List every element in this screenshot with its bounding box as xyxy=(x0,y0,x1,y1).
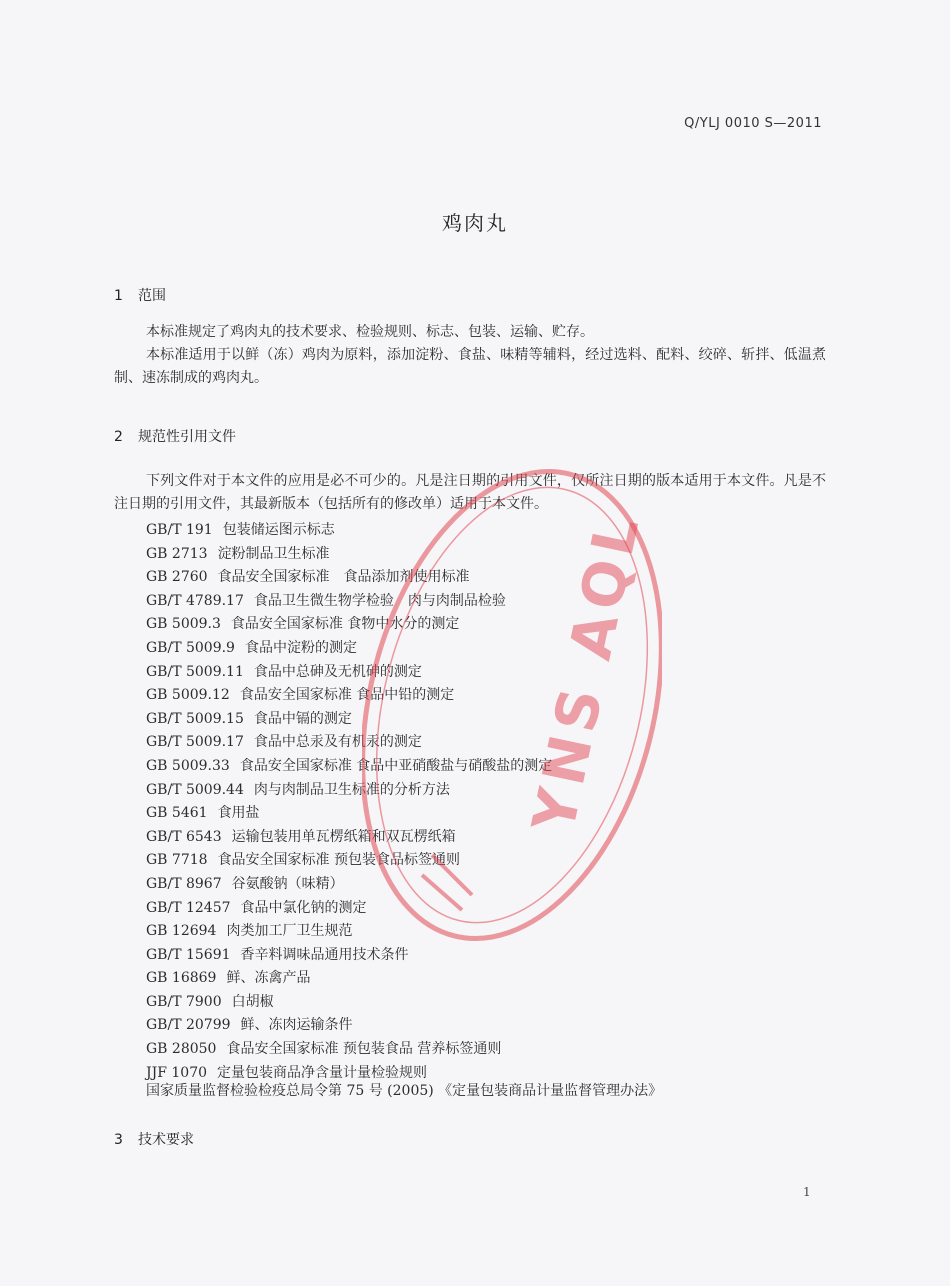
reference-name: 食品中镉的测定 xyxy=(253,710,352,727)
reference-code: GB 5009.3 xyxy=(146,616,221,633)
references-intro-paragraph: 下列文件对于本文件的应用是必不可少的。凡是注日期的引用文件，仅所注日期的版本适用于本文件。凡是不注日期的引用文件，其最新版本（包括所有的修改单）适用于本文件。 xyxy=(114,473,826,512)
reference-item xyxy=(146,826,552,850)
reference-code: GB/T 12457 xyxy=(146,899,231,916)
reference-item xyxy=(146,1038,552,1062)
section-number: 2 xyxy=(114,429,123,445)
reference-code: GB/T 15691 xyxy=(146,946,231,963)
reference-name: 食品安全国家标准 预包装食品标签通则 xyxy=(217,852,461,869)
reference-item xyxy=(146,897,552,921)
reference-name: 食品中淀粉的测定 xyxy=(244,639,357,656)
reference-item xyxy=(146,543,552,567)
document-code: Q/YLJ 0010 S—2011 xyxy=(684,116,822,131)
reference-code: GB/T 7900 xyxy=(146,993,222,1010)
reference-name: 谷氨酸钠（味精） xyxy=(231,875,344,892)
reference-item xyxy=(146,991,552,1015)
reference-item xyxy=(146,731,552,755)
section-number: 3 xyxy=(114,1132,123,1148)
reference-name: 食品安全国家标准 食品中铅的测定 xyxy=(239,687,455,704)
stamp-text: YNS AQL xyxy=(519,505,654,838)
reference-item xyxy=(146,920,552,944)
document-title: 鸡肉丸 xyxy=(442,211,508,235)
reference-item xyxy=(146,613,552,637)
section-1-heading xyxy=(114,285,166,305)
reference-item xyxy=(146,849,552,873)
reference-item xyxy=(146,590,552,614)
reference-item xyxy=(146,637,552,661)
reference-item xyxy=(146,661,552,685)
reference-name: 淀粉制品卫生标准 xyxy=(217,545,330,562)
reference-name: 鲜、冻肉运输条件 xyxy=(240,1017,353,1034)
reference-code: GB 5009.33 xyxy=(146,757,230,774)
reference-code: GB 2713 xyxy=(146,545,208,562)
section-title: 规范性引用文件 xyxy=(138,429,236,445)
reference-code: GB/T 6543 xyxy=(146,828,222,845)
reference-name: 运输包装用单瓦楞纸箱和双瓦楞纸箱 xyxy=(231,828,456,845)
reference-item xyxy=(146,779,552,803)
reference-name: 食品安全国家标准 食物中水分的测定 xyxy=(230,616,460,633)
reference-code: GB/T 8967 xyxy=(146,875,222,892)
reference-item xyxy=(146,802,552,826)
final-reference: 国家质量监督检验检疫总局令第 75 号 (2005) 《定量包装商品计量监督管理办法》 xyxy=(146,1083,663,1099)
reference-code: GB 2760 xyxy=(146,569,208,586)
reference-code: GB 28050 xyxy=(146,1041,217,1058)
reference-code: GB 7718 xyxy=(146,852,208,869)
reference-name: 鲜、冻禽产品 xyxy=(226,970,311,987)
section-number: 1 xyxy=(114,288,123,304)
reference-name: 食品安全国家标准 预包装食品 营养标签通则 xyxy=(226,1041,502,1058)
reference-code: GB/T 5009.11 xyxy=(146,663,244,680)
reference-code: GB/T 5009.44 xyxy=(146,781,244,798)
reference-name: 包装储运图示标志 xyxy=(222,522,335,538)
reference-item xyxy=(146,1014,552,1038)
reference-name: 肉类加工厂卫生规范 xyxy=(226,923,353,940)
reference-code: GB/T 20799 xyxy=(146,1017,231,1034)
reference-item xyxy=(146,755,552,779)
reference-code: GB 5009.12 xyxy=(146,687,230,704)
reference-name: 食品卫生微生物学检验 肉与肉制品检验 xyxy=(253,592,506,609)
reference-name: 食品中总砷及无机砷的测定 xyxy=(253,663,422,680)
reference-item xyxy=(146,519,552,543)
reference-name: 食品中氯化钠的测定 xyxy=(240,899,367,916)
reference-code: GB/T 5009.15 xyxy=(146,710,244,727)
reference-name: 白胡椒 xyxy=(231,993,274,1010)
reference-name: 食品安全国家标准 食品中亚硝酸盐与硝酸盐的测定 xyxy=(239,757,553,774)
scope-paragraph-1: 本标准规定了鸡肉丸的技术要求、检验规则、标志、包装、运输、贮存。 xyxy=(146,324,594,340)
reference-name: 食用盐 xyxy=(217,805,260,822)
reference-name: 定量包装商品净含量计量检验规则 xyxy=(217,1064,428,1081)
reference-code: GB/T 5009.17 xyxy=(146,734,244,751)
reference-code: GB 12694 xyxy=(146,923,217,940)
reference-item xyxy=(146,967,552,991)
reference-code: GB 16869 xyxy=(146,970,217,987)
reference-item xyxy=(146,708,552,732)
reference-name: 食品安全国家标准 食品添加剂使用标准 xyxy=(217,569,470,586)
reference-item xyxy=(146,873,552,897)
reference-item xyxy=(146,684,552,708)
reference-code: GB/T 5009.9 xyxy=(146,639,235,656)
reference-code: GB/T 4789.17 xyxy=(146,592,244,609)
section-2-heading xyxy=(114,426,236,446)
reference-item xyxy=(146,566,552,590)
reference-name: 香辛料调味品通用技术条件 xyxy=(240,946,409,963)
section-3-heading xyxy=(114,1129,194,1149)
reference-code: GB 5461 xyxy=(146,805,208,822)
section-title: 技术要求 xyxy=(138,1132,194,1148)
reference-name: 食品中总汞及有机汞的测定 xyxy=(253,734,422,751)
section-title: 范围 xyxy=(138,288,166,304)
reference-name: 肉与肉制品卫生标准的分析方法 xyxy=(253,781,450,798)
reference-item xyxy=(146,944,552,968)
reference-code: GB/T 191 xyxy=(146,522,213,538)
reference-list xyxy=(146,519,552,1085)
scope-paragraph-2: 本标准适用于以鲜（冻）鸡肉为原料，添加淀粉、食盐、味精等辅料，经过选料、配料、绞碎、斩拌、低温煮制、速冻制成的鸡肉丸。 xyxy=(114,347,826,386)
page-number: 1 xyxy=(803,1185,811,1199)
reference-code: JJF 1070 xyxy=(146,1064,208,1081)
